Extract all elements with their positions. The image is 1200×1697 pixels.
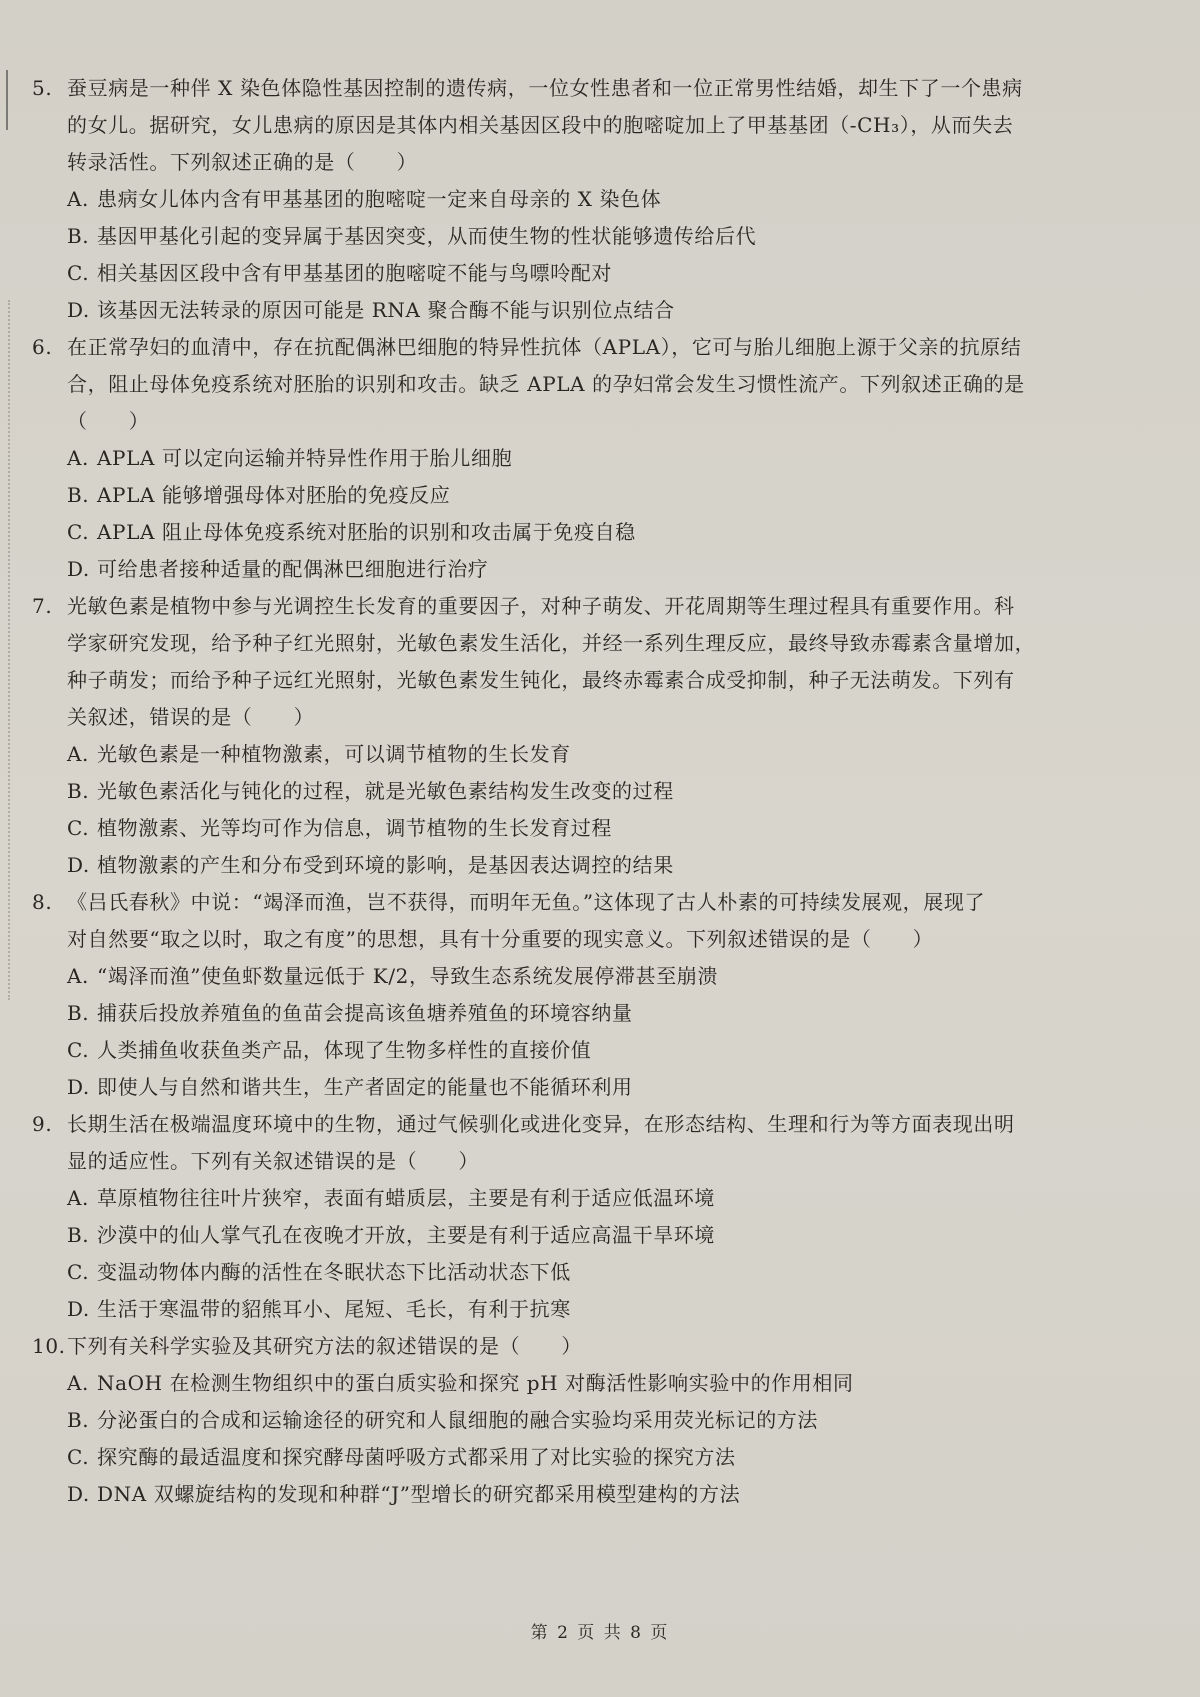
option-letter: D. xyxy=(67,298,90,322)
question-stem-line xyxy=(32,1106,1077,1143)
answer-option xyxy=(32,1069,1077,1106)
option-text: “竭泽而渔”使鱼虾数量远低于 K/2，导致生态系统发展停滞甚至崩溃 xyxy=(97,964,719,988)
option-letter: A. xyxy=(67,742,90,766)
option-text: 变温动物体内酶的活性在冬眠状态下比活动状态下低 xyxy=(97,1260,571,1284)
question-stem-line xyxy=(32,1328,1077,1365)
option-text: 人类捕鱼收获鱼类产品，体现了生物多样性的直接价值 xyxy=(97,1038,592,1062)
scan-edge-mark xyxy=(6,70,8,130)
option-letter: D. xyxy=(67,557,90,581)
option-text: 光敏色素是一种植物激素，可以调节植物的生长发育 xyxy=(97,742,571,766)
option-letter: A. xyxy=(67,1186,90,1210)
option-text: 植物激素、光等均可作为信息，调节植物的生长发育过程 xyxy=(97,816,612,840)
question-stem-line xyxy=(32,70,1077,107)
question-stem-text: 种子萌发；而给予种子远红光照射，光敏色素发生钝化，最终赤霉素合成受抑制，种子无法萌发。下列有 xyxy=(67,668,1015,692)
question-stem-text: 的女儿。据研究，女儿患病的原因是其体内相关基因区段中的胞嘧啶加上了甲基基团（-CH₃），从而失去 xyxy=(67,113,1014,137)
question-9 xyxy=(32,1106,1077,1328)
option-text: DNA 双螺旋结构的发现和种群“J”型增长的研究都采用模型建构的方法 xyxy=(97,1482,741,1506)
option-text: 生活于寒温带的貂熊耳小、尾短、毛长，有利于抗寒 xyxy=(97,1297,571,1321)
answer-option xyxy=(32,1402,1077,1439)
answer-option xyxy=(32,1439,1077,1476)
question-6 xyxy=(32,329,1077,588)
option-letter: B. xyxy=(67,1001,90,1025)
question-number: 5. xyxy=(32,76,53,100)
question-number: 7. xyxy=(32,594,53,618)
option-letter: C. xyxy=(67,1445,90,1469)
answer-option xyxy=(32,1476,1077,1513)
answer-option xyxy=(32,810,1077,847)
question-stem-line xyxy=(32,403,1077,440)
question-8 xyxy=(32,884,1077,1106)
question-stem-line xyxy=(32,366,1077,403)
question-5 xyxy=(32,70,1077,329)
question-stem-line xyxy=(32,107,1077,144)
answer-option xyxy=(32,292,1077,329)
answer-option xyxy=(32,1180,1077,1217)
option-letter: C. xyxy=(67,1260,90,1284)
option-text: 即使人与自然和谐共生，生产者固定的能量也不能循环利用 xyxy=(97,1075,633,1099)
question-7 xyxy=(32,588,1077,884)
option-letter: B. xyxy=(67,1223,90,1247)
question-stem-text: 《吕氏春秋》中说：“竭泽而渔，岂不获得，而明年无鱼。”这体现了古人朴素的可持续发展观，展现了 xyxy=(67,890,986,914)
question-stem-line xyxy=(32,588,1077,625)
option-letter: A. xyxy=(67,1371,90,1395)
option-letter: C. xyxy=(67,520,90,544)
option-letter: B. xyxy=(67,483,90,507)
option-text: 光敏色素活化与钝化的过程，就是光敏色素结构发生改变的过程 xyxy=(97,779,674,803)
option-text: APLA 阻止母体免疫系统对胚胎的识别和攻击属于免疫自稳 xyxy=(97,520,636,544)
option-letter: D. xyxy=(67,853,90,877)
option-letter: B. xyxy=(67,224,90,248)
question-stem-text: 对自然要“取之以时，取之有度”的思想，具有十分重要的现实意义。下列叙述错误的是（ ） xyxy=(67,927,934,951)
option-text: 基因甲基化引起的变异属于基因突变，从而使生物的性状能够遗传给后代 xyxy=(97,224,757,248)
option-letter: C. xyxy=(67,1038,90,1062)
scan-edge-dots xyxy=(8,300,12,1000)
answer-option xyxy=(32,1217,1077,1254)
question-stem-text: 合，阻止母体免疫系统对胚胎的识别和攻击。缺乏 APLA 的孕妇常会发生习惯性流产。下列叙述正确的是 xyxy=(67,372,1025,396)
option-text: APLA 能够增强母体对胚胎的免疫反应 xyxy=(97,483,451,507)
question-stem-line xyxy=(32,884,1077,921)
answer-option xyxy=(32,995,1077,1032)
question-stem-text: 蚕豆病是一种伴 X 染色体隐性基因控制的遗传病，一位女性患者和一位正常男性结婚，却生下了一个患病 xyxy=(67,76,1023,100)
question-stem-text: 下列有关科学实验及其研究方法的叙述错误的是（ ） xyxy=(67,1334,582,1358)
question-stem-line xyxy=(32,921,1077,958)
answer-option xyxy=(32,1365,1077,1402)
question-stem-line xyxy=(32,662,1077,699)
answer-option xyxy=(32,773,1077,810)
option-letter: A. xyxy=(67,964,90,988)
option-letter: B. xyxy=(67,1408,90,1432)
question-stem-line xyxy=(32,699,1077,736)
option-text: 可给患者接种适量的配偶淋巴细胞进行治疗 xyxy=(97,557,489,581)
question-number: 6. xyxy=(32,335,53,359)
question-stem-text: 显的适应性。下列有关叙述错误的是（ ） xyxy=(67,1149,479,1173)
answer-option xyxy=(32,255,1077,292)
answer-option xyxy=(32,736,1077,773)
option-letter: D. xyxy=(67,1075,90,1099)
option-letter: C. xyxy=(67,816,90,840)
option-text: 分泌蛋白的合成和运输途径的研究和人鼠细胞的融合实验均采用荧光标记的方法 xyxy=(97,1408,818,1432)
question-stem-text: 学家研究发现，给予种子红光照射，光敏色素发生活化，并经一系列生理反应，最终导致赤霉素含量增加， xyxy=(67,631,1036,655)
question-number: 9. xyxy=(32,1112,53,1136)
answer-option xyxy=(32,477,1077,514)
question-stem-line xyxy=(32,329,1077,366)
option-text: 该基因无法转录的原因可能是 RNA 聚合酶不能与识别位点结合 xyxy=(97,298,675,322)
option-letter: A. xyxy=(67,187,90,211)
option-text: 草原植物往往叶片狭窄，表面有蜡质层，主要是有利于适应低温环境 xyxy=(97,1186,715,1210)
question-10 xyxy=(32,1328,1077,1513)
question-number: 8. xyxy=(32,890,53,914)
option-text: 相关基因区段中含有甲基基团的胞嘧啶不能与鸟嘌呤配对 xyxy=(97,261,612,285)
answer-option xyxy=(32,181,1077,218)
answer-option xyxy=(32,847,1077,884)
option-text: 患病女儿体内含有甲基基团的胞嘧啶一定来自母亲的 X 染色体 xyxy=(97,187,662,211)
option-text: 沙漠中的仙人掌气孔在夜晚才开放，主要是有利于适应高温干旱环境 xyxy=(97,1223,715,1247)
question-stem-text: （ ） xyxy=(67,409,150,433)
answer-option xyxy=(32,1254,1077,1291)
answer-option xyxy=(32,514,1077,551)
question-stem-line xyxy=(32,144,1077,181)
option-letter: D. xyxy=(67,1482,90,1506)
question-stem-text: 光敏色素是植物中参与光调控生长发育的重要因子，对种子萌发、开花周期等生理过程具有重要作用。科 xyxy=(67,594,1015,618)
question-stem-line xyxy=(32,625,1077,662)
option-text: 捕获后投放养殖鱼的鱼苗会提高该鱼塘养殖鱼的环境容纳量 xyxy=(97,1001,633,1025)
option-text: APLA 可以定向运输并特异性作用于胎儿细胞 xyxy=(97,446,513,470)
option-text: 植物激素的产生和分布受到环境的影响，是基因表达调控的结果 xyxy=(97,853,674,877)
option-text: 探究酶的最适温度和探究酵母菌呼吸方式都采用了对比实验的探究方法 xyxy=(97,1445,736,1469)
question-stem-text: 长期生活在极端温度环境中的生物，通过气候驯化或进化变异，在形态结构、生理和行为等方面表现出明 xyxy=(67,1112,1015,1136)
answer-option xyxy=(32,1291,1077,1328)
answer-option xyxy=(32,1032,1077,1069)
answer-option xyxy=(32,958,1077,995)
answer-option xyxy=(32,440,1077,477)
question-list xyxy=(32,70,1077,1513)
option-letter: A. xyxy=(67,446,90,470)
page-footer: 第 2 页 共 8 页 xyxy=(530,1623,670,1643)
question-number: 10. xyxy=(32,1334,66,1358)
question-stem-text: 转录活性。下列叙述正确的是（ ） xyxy=(67,150,418,174)
option-letter: D. xyxy=(67,1297,90,1321)
option-letter: C. xyxy=(67,261,90,285)
option-text: NaOH 在检测生物组织中的蛋白质实验和探究 pH 对酶活性影响实验中的作用相同 xyxy=(97,1371,854,1395)
option-letter: B. xyxy=(67,779,90,803)
question-stem-text: 关叙述，错误的是（ ） xyxy=(67,705,315,729)
question-stem-text: 在正常孕妇的血清中，存在抗配偶淋巴细胞的特异性抗体（APLA），它可与胎儿细胞上源于父亲的抗原结 xyxy=(67,335,1022,359)
answer-option xyxy=(32,218,1077,255)
question-stem-line xyxy=(32,1143,1077,1180)
answer-option xyxy=(32,551,1077,588)
